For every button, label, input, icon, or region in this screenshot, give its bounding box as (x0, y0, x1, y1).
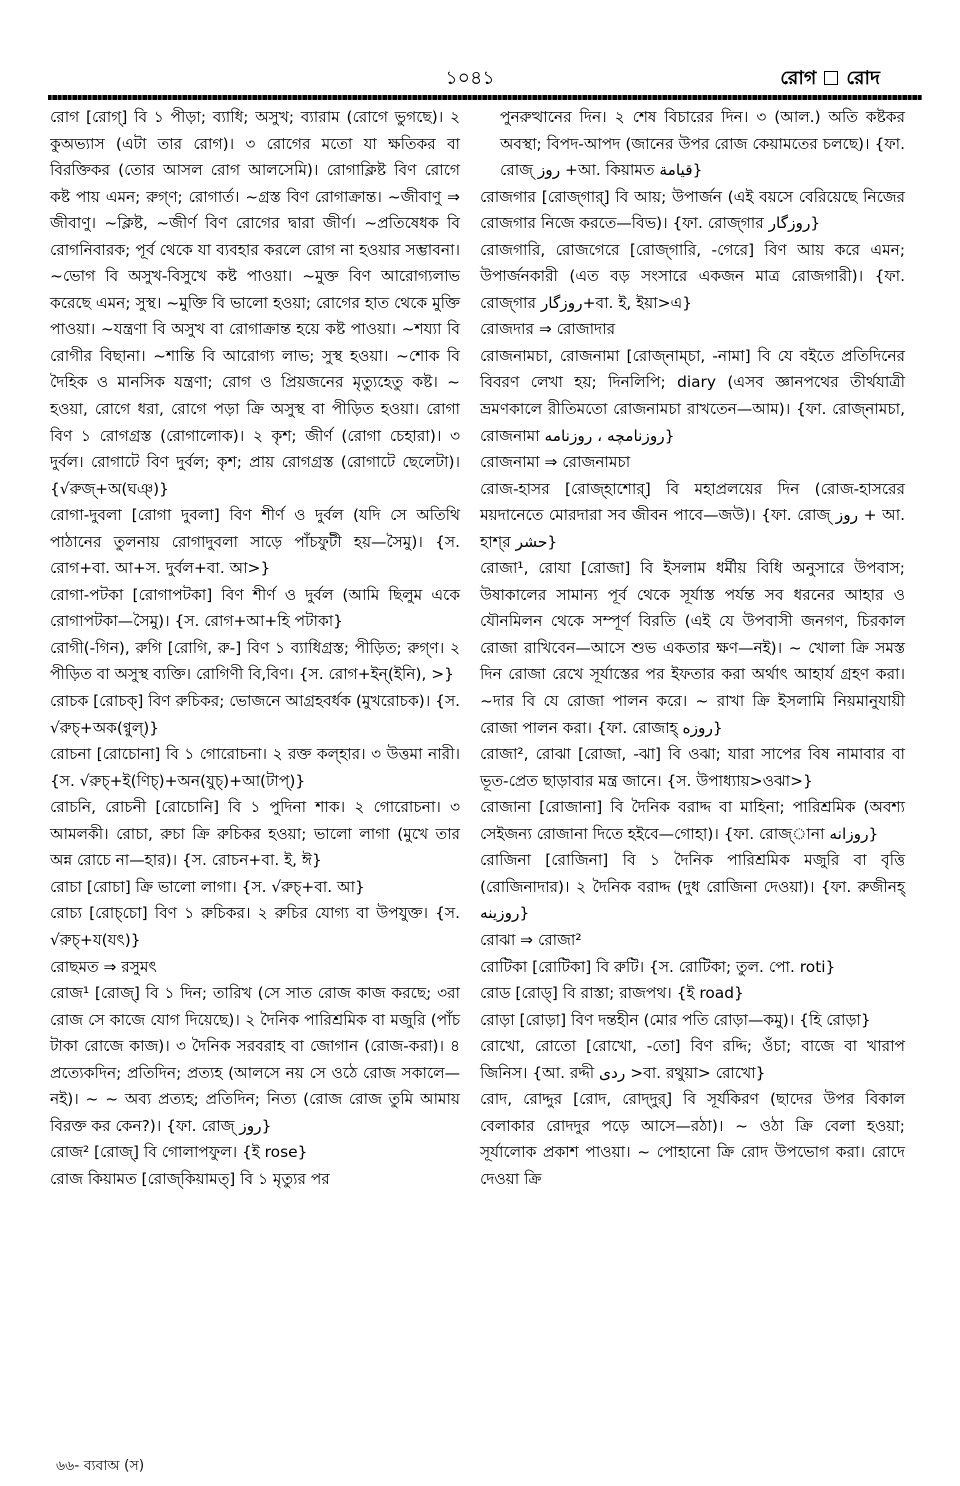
entry: রোজানা [রোজানা] বি দৈনিক বরাদ্দ বা মাহিনা; পারিশ্রমিক (অবশ্য সেইজন্য রোজানা দিতে হইবে—গোহা)। {ফা. রোজ্‌ানা روزانه} (480, 798, 905, 843)
entry: রোটিকা [রোটিকা] বি রুটি। {স. রোটিকা; তুল. পো. roti} (480, 957, 836, 976)
entry: রোচনি, রোচনী [রোচোনি] বি ১ পুদিনা শাক। ২ গোরোচনা। ৩ আমলকী। রোচা, রুচা ক্রি রুচিকর হওয়া; ভালো লাগা (মুখে তার অন্ন রোচে না—হার)। {স. রোচন+বা. ই, ঈ} (50, 798, 460, 870)
entry: রোচক [রোচক্‌] বিণ রুচিকর; ভোজনে আগ্রহবর্ধক (মুখরোচক)। {স. √রুচ্‌+অক(ণ্বুল্‌)} (50, 692, 461, 737)
header-rule (48, 95, 922, 100)
entry: রোজগারি, রোজগেরে [রোজ্‌গারি, -গেরে] বিণ আয় করে এমন; উপার্জনকারী (এত বড় সংসারে একজন মাত্র রোজগারী)। {ফা. রোজ্‌গার روزگار+বা. ই, ইয়া>এ} (480, 240, 905, 312)
guide-word-first: রোগ (780, 67, 817, 89)
entry: রোজা², রোঝা [রোজা, -ঝা] বি ওঝা; যারা সাপের বিষ নামাবার বা ভূত-প্রেত ছাড়াবার মন্ত্র জানে। {স. উপাধ্যায়>ওঝা>} (480, 745, 905, 790)
entry: রোখো, রোতো [রোখো, -তো] বিণ রদ্দি; ওঁচা; বাজে বা খারাপ জিনিস। {আ. রদ্দী ردی >বা. রথুয়া> রোখো} (480, 1037, 905, 1082)
entry: রোগ [রোগ্‌] বি ১ পীড়া; ব্যাধি; অসুখ; ব্যারাম (রোগে ভুগছে)। ২ কুঅভ্যাস (এটা তার রোগ)। ৩ রোগের মতো যা ক্ষতিকর বা বিরক্তিকর (তোর আসল রোগ আলসেমি)। রোগাক্লিষ্ট বিণ রোগে কষ্ট পায় এমন; রুগ্‌ণ; রোগার্ত। ~গ্রস্ত বিণ রোগাক্রান্ত। ~জীবাণু ⇒ জীবাণু। ~ক্লিষ্ট, ~জীর্ণ বিণ রোগের দ্বারা জীর্ণ। ~প্রতিষেধক বি রোগনিবারক; পূর্ব থেকে যা ব্যবহার করলে রোগ না হওয়ার সম্ভাবনা। ~ভোগ বি অসুখ-বিসুখে কষ্ট পাওয়া। ~মুক্ত বিণ আরোগ্যলাভ করেছে এমন; সুস্থ। ~মুক্তি বি ভালো হওয়া; রোগের হাত থেকে মুক্তি পাওয়া। ~যন্ত্রণা বি অসুখ বা রোগাক্রান্ত হয়ে কষ্ট পাওয়া। ~শয্যা বি রোগীর বিছানা। ~শান্তি বি আরোগ্য লাভ; সুস্থ হওয়া। ~শোক বি দৈহিক ও মানসিক যন্ত্রণা; রোগ ও প্রিয়জনের মৃত্যুহেতু কষ্ট। ~ হওয়া, রোগে ধরা, রোগে পড়া ক্রি অসুস্থ বা পীড়িত হওয়া। রোগা বিণ ১ রোগগ্রস্ত (রোগালোক)। ২ কৃশ; জীর্ণ (রোগা চেহারা)। ৩ দুর্বল। রোগাটে বিণ দুর্বল; কৃশ; প্রায় রোগগ্রস্ত (রোগাটে ছেলেটা)। {√রুজ্‌+অ(ঘঞ্‌)} (50, 108, 460, 498)
entry: রোগা-পটকা [রোগাপটকা] বিণ শীর্ণ ও দুর্বল (আমি ছিলুম একে রোগাপটকা—সৈমু)। {স. রোগ+আ+হি পটাকা} (50, 585, 460, 631)
entry: রোচা [রোচা] ক্রি ভালো লাগা। {স. √রুচ্‌+বা. আ} (50, 877, 365, 896)
guide-box-icon (824, 71, 838, 85)
page-number: ১০৪১ (445, 67, 495, 89)
entry: রোজনামা ⇒ রোজনামচা (480, 453, 631, 472)
entry: রোজ-হাসর [রোজ্‌হাশোর্‌] বি মহাপ্রলয়ের দিন (রোজ-হাসরের ময়দানেতে মোরদারা সব জীবন পাবে—জউ)। {ফা. রোজ্‌ روز + আ. হাশ্‌র حشر} (480, 479, 905, 551)
entry: রোজগার [রোজ্‌গার্‌] বি আয়; উপার্জন (এই বয়সে বেরিয়েছে নিজের রোজগার নিজে করতে—বিভ)। {ফা. রোজ্‌গার روزگار} (480, 187, 905, 233)
entry: পুনরুত্থানের দিন। ২ শেষ বিচারের দিন। ৩ (আল.) অতি কষ্টকর অবস্থা; বিপদ-আপদ (জানের উপর রোজ কেয়ামতের চলছে)। {ফা. রোজ্‌ روز +আ. কিয়ামত قيامة} (500, 108, 905, 180)
entry: রোজ কিয়ামত [রোজ্‌কিয়ামত্‌] বি ১ মৃত্যুর পর (50, 1169, 330, 1188)
entry: রোগা-দুবলা [রোগা দুবলা] বিণ শীর্ণ ও দুর্বল (যদি সে অতিথি পাঠানের তুলনায় রোগাদুবলা সাড়ে পাঁচফুটী হয়—সৈমু)। {স. রোগ+বা. আ+স. দুর্বল+বা. আ>} (50, 506, 460, 578)
entry: রোজ² [রোজ্‌] বি গোলাপফুল। {ই rose} (50, 1143, 308, 1162)
entry: রোজনামচা, রোজনামা [রোজ্‌নাম্‌চা, -নামা] বি যে বইতে প্রতিদিনের বিবরণ লেখা হয়; দিনলিপি; diary (এসব জ্ঞানপথের তীর্থযাত্রী ভ্রমণকালে রীতিমতো রোজনামচা রাখতেন—আম)। {ফা. রোজ্‌নামচা, রোজনামা روزنامچه ، روزنامه} (480, 346, 905, 445)
entry: রোছমত ⇒ রসুমৎ (50, 957, 157, 976)
guide-words (780, 66, 880, 90)
entry: রোজিনা [রোজিনা] বি ১ দৈনিক পারিশ্রমিক মজুরি বা বৃত্তি (রোজিনাদার)। ২ দৈনিক বরাদ্দ (দুধ রোজিনা দেওয়া)। {ফা. রুজীনহ্‌ روزينه} (480, 851, 905, 923)
entry: রোদ, রোদ্দুর [রোদ, রোদ্‌দুর্‌] বি সূর্যকিরণ (ছাদের উপর বিকাল বেলাকার রোদদুর পড়ে আসে—রঠা)। ~ ওঠা ক্রি বেলা হওয়া; সূর্যালোক প্রকাশ পাওয়া। ~ পোহানো ক্রি রোদ উপভোগ করা। রোদে দেওয়া ক্রি (480, 1090, 905, 1188)
entry: রোচ্য [রোচ্‌চো] বিণ ১ রুচিকর। ২ রুচির যোগ্য বা উপযুক্ত। {স. √রুচ্‌+য(যৎ)} (50, 904, 460, 949)
entry: রোঝা ⇒ রোজা² (480, 930, 582, 949)
left-column (50, 104, 460, 1192)
entry: রোজা¹, রোযা [রোজা] বি ইসলাম ধর্মীয় বিধি অনুসারে উপবাস; উষাকালের সামান্য পূর্ব থেকে সূর্যাস্ত পর্যন্ত সব ধরনের আহার ও যৌনমিলন থেকে সম্পূর্ণ বিরতি (এই যে উপবাসী জনগণ, চিরকাল রোজা রাখিবেন—আসে শুভ একতার ক্ষণ—নই)। ~ খোলা ক্রি সমস্ত দিন রোজা রেখে সূর্যাস্তের পর ইফতার করা অর্থাৎ আহার্য গ্রহণ করা। ~দার বি যে রোজা পালন করে। ~ রাখা ক্রি ইসলামি নিয়মানুযায়ী রোজা পালন করা। {ফা. রোজাহ্‌ روزه} (480, 559, 905, 737)
guide-word-last: রোদ (846, 67, 880, 89)
entry: রোজ¹ [রোজ্‌] বি ১ দিন; তারিখ (সে সাত রোজ কাজ করছে; ৩রা রোজ সে কাজে যোগ দিয়েছে)। ২ দৈনিক পারিশ্রমিক বা মজুরি (পাঁচ টাকা রোজে কাজ)। ৩ দৈনিক সরবরাহ বা জোগান (রোজ-করা)। ৪ প্রত্যেকদিন; প্রতিদিন; প্রত্যহ (আলসে নয় সে ওঠে রোজ সকালে—নই)। ~ ~ অব্য প্রত্যহ; প্রতিদিন; নিত্য (রোজ রোজ তুমি আমায় বিরক্ত কর কেন?)। {ফা. রোজ্‌ روز} (50, 984, 460, 1135)
entry: রোচনা [রোচোনা] বি ১ গোরোচনা। ২ রক্ত কল্হার। ৩ উত্তমা নারী। {স. √রুচ্‌+ই(ণিচ্‌)+অন(যুচ্‌)+আ(টাপ্‌)} (50, 745, 460, 790)
footer-printer-mark: ৬৬- ব্যবাঅ (স) (56, 1458, 145, 1474)
entry: রোজদার ⇒ রোজাদার (480, 320, 616, 339)
right-column (480, 104, 905, 1192)
entry: রোড়া [রোড়া] বিণ দন্তহীন (মোর পতি রোড়া—কমু)। {হি রোড়া} (480, 1010, 871, 1029)
entry: রোড [রোড্‌] বি রাস্তা; রাজপথ। {ই road} (480, 984, 744, 1003)
entry: রোগী(-গিন), রুগি [রোগি, রু-] বিণ ১ ব্যাধিগ্রস্ত; পীড়িত; রুগ্‌ণ। ২ পীড়িত বা অসুস্থ ব্যক্তি। রোগিণী বি,বিণ। {স. রোগ+ইন্‌(ইনি), >} (50, 638, 460, 684)
